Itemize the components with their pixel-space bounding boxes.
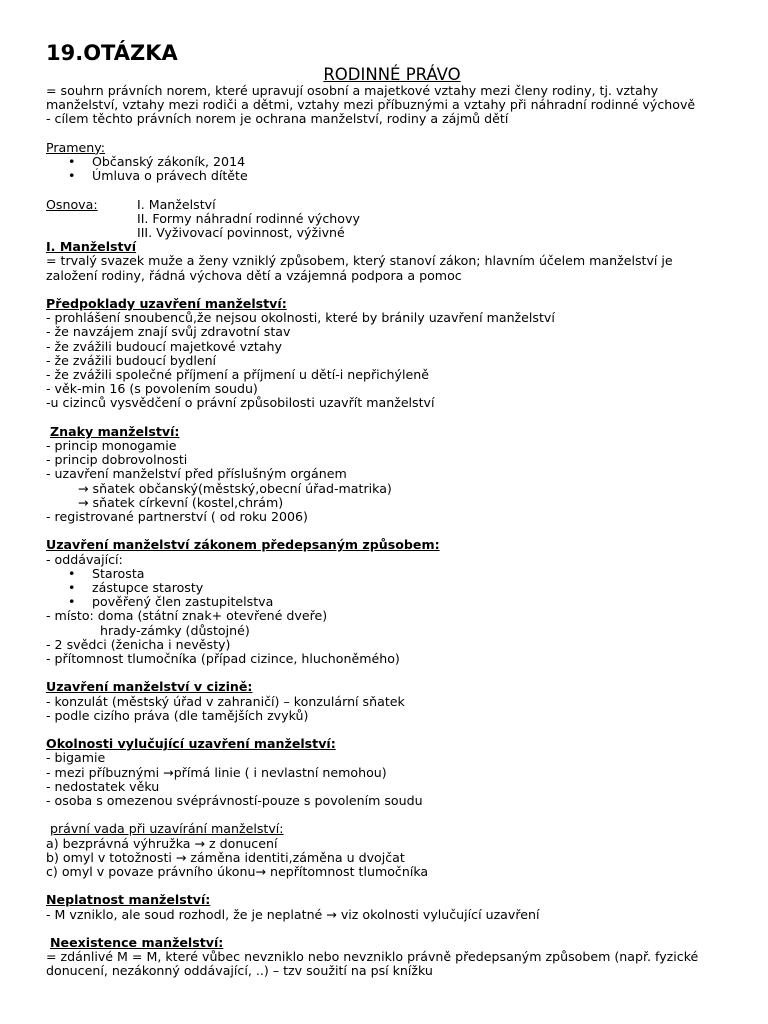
officiant-item: • Starosta	[68, 565, 145, 581]
place-line: hrady-zámky (důstojné)	[100, 622, 250, 638]
nonexistence-heading-wrap	[46, 936, 736, 950]
nonexistence-heading: Neexistence manželství:	[50, 935, 224, 951]
exclusion-line: - mezi příbuznými →přímá linie ( i nevlastní nemohou)	[46, 764, 387, 780]
feature-arrow-line: → sňatek církevní (kostel,chrám)	[78, 494, 284, 510]
intro-line: - cílem těchto právních norem je ochrana manželství, rodiny a zájmů dětí	[46, 111, 509, 127]
bullet-icon: •	[68, 168, 76, 184]
bullet-icon: •	[68, 594, 76, 610]
document-title: RODINNÉ PRÁVO	[323, 65, 461, 84]
officiant-item: • zástupce starosty	[68, 580, 204, 596]
marriage-definition-line: založení rodiny, řádná výchova dětí a vzájemná podpora a pomoc	[46, 267, 462, 283]
outline-row	[46, 226, 736, 240]
witnesses-line: - 2 svědci (ženicha i nevěsty)	[46, 636, 231, 652]
feature-line: - princip dobrovolnosti	[46, 452, 188, 468]
features-heading: Znaky manželství:	[50, 423, 180, 439]
feature-line: - registrované partnerství ( od roku 2006)	[46, 509, 308, 525]
document-page	[46, 40, 736, 979]
exclusion-line: - bigamie	[46, 750, 106, 766]
abroad-heading: Uzavření manželství v cizině:	[46, 679, 253, 695]
outline-item: II. Formy náhradní rodinné výchovy	[137, 210, 360, 226]
defect-line: a) bezprávná výhružka → z donucení	[46, 835, 278, 851]
outline-item: III. Vyživovací povinnost, výživné	[137, 225, 345, 240]
exclusion-line: - osoba s omezenou svéprávností-pouze s povolením soudu	[46, 793, 423, 809]
exclusion-line: - nedostatek věku	[46, 778, 160, 794]
defects-heading-wrap	[46, 822, 736, 836]
prerequisite-line: - že zvážili budoucí bydlení	[46, 352, 217, 368]
defect-line: b) omyl v totožnosti → záměna identiti,záměna u dvojčat	[46, 849, 405, 865]
officiants-list	[46, 567, 736, 610]
prerequisite-line: - že navzájem znají svůj zdravotní stav	[46, 324, 291, 340]
marriage-definition-line: = trvalý svazek muže a ženy vzniklý způsobem, který stanoví zákon; hlavním účelem manželství je	[46, 253, 673, 269]
invalidity-heading: Neplatnost manželství:	[46, 892, 211, 908]
sources-item: • Občanský zákoník, 2014	[68, 154, 246, 169]
invalidity-line: - M vzniklo, ale soud rozhodl, že je neplatné → viz okolnosti vylučující uzavření	[46, 906, 540, 922]
place-line: - místo: doma (státní znak+ otevřené dveře)	[46, 608, 328, 624]
defect-line: c) omyl v povaze právního úkonu→ nepřítomnost tlumočníka	[46, 864, 429, 880]
bullet-icon: •	[68, 580, 76, 596]
interpreter-line: - přítomnost tlumočníka (případ cizince, hluchoněmého)	[46, 651, 400, 667]
intro-line: manželství, vztahy mezi rodiči a dětmi, vztahy mezi příbuznými a vztahy při náhradní rodinné výchově	[46, 97, 696, 113]
nonexistence-line: donucení, nezákonný oddávající, ..) – tzv soužití na psí knížku	[46, 963, 433, 979]
prerequisite-line: -u cizinců vysvědčení o právní způsobilosti uzavřít manželství	[46, 395, 435, 411]
feature-line: - princip monogamie	[46, 438, 177, 454]
abroad-line: - konzulát (městský úřad v zahraničí) – konzulární sňatek	[46, 693, 405, 709]
feature-line: - uzavření manželství před příslušným orgánem	[46, 466, 347, 482]
sources-item: • Úmluva o právech dítěte	[68, 168, 248, 184]
sources-heading: Prameny:	[46, 139, 106, 155]
bullet-icon: •	[68, 565, 76, 581]
intro-line: = souhrn právních norem, které upravují osobní a majetkové vztahy mezi členy rodiny, tj. vztahy	[46, 83, 659, 98]
feature-arrow-line: → sňatek občanský(městský,obecní úřad-matrika)	[78, 480, 392, 496]
features-heading-wrap	[46, 425, 736, 439]
exclusions-heading: Okolnosti vylučující uzavření manželství:	[46, 736, 336, 752]
outline-row	[46, 212, 736, 226]
prerequisite-line: - prohlášení snoubenců,že nejsou okolnosti, které by bránily uzavření manželství	[46, 310, 555, 326]
officiants-label: - oddávající:	[46, 551, 123, 567]
outline-row	[46, 198, 736, 212]
question-title: 19.OTÁZKA	[46, 41, 178, 65]
nonexistence-line: = zdánlivé M = M, které vůbec nevzniklo nebo nevzniklo právně předepsaným způsobem (např. fyzické	[46, 949, 699, 965]
outline-item: I. Manželství	[137, 196, 216, 212]
officiant-item: • pověřený člen zastupitelstva	[68, 594, 274, 610]
marriage-heading: I. Manželství	[46, 239, 137, 255]
prerequisite-line: - že zvážili společné příjmení a příjmení u dětí-i nepřichýleně	[46, 367, 429, 383]
prerequisite-line: - věk-min 16 (s povolením soudu)	[46, 381, 258, 397]
bullet-icon: •	[68, 154, 76, 169]
legal-form-heading: Uzavření manželství zákonem předepsaným způsobem:	[46, 537, 440, 553]
abroad-line: - podle cizího práva (dle tamějších zvyků)	[46, 707, 309, 723]
defects-heading: právní vada při uzavírání manželství:	[50, 821, 284, 837]
prerequisites-heading: Předpoklady uzavření manželství:	[46, 296, 287, 311]
sources-list	[46, 155, 736, 183]
outline-label: Osnova:	[46, 196, 98, 212]
prerequisite-line: - že zvážili budoucí majetkové vztahy	[46, 338, 282, 354]
